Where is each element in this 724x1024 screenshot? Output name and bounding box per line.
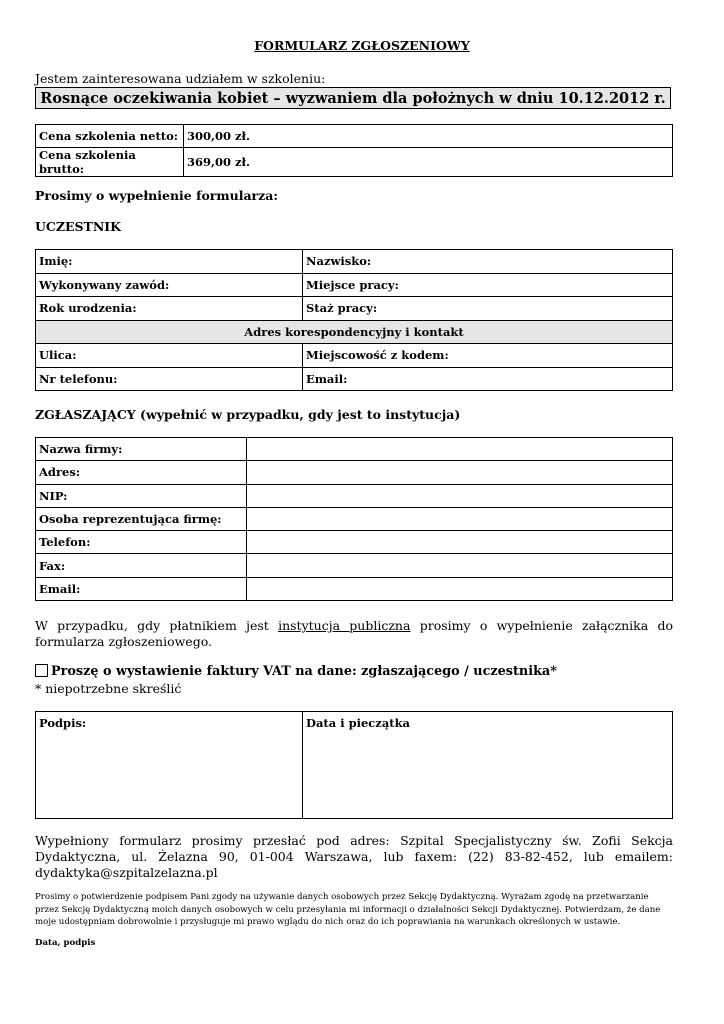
- invoice-label: Proszę o wystawienie faktury VAT na dane: zgłaszającego / uczestnika*: [51, 664, 557, 679]
- nip-input[interactable]: [247, 484, 673, 507]
- public-institution-link: instytucja publiczna: [278, 618, 411, 633]
- send-instructions: Wypełniony formularz prosimy przesłać pod adres: Szpital Specjalistyczny św. Zofii Sekcja Dydaktyczna, ul. Żelazna 90, 01-004 Warszawa, lub faxem: (22) 83-82-452, lub emailem: dydaktyka@szpitalzelazna.pl: [35, 833, 673, 880]
- form-request: Prosimy o wypełnienie formularza:: [35, 188, 278, 203]
- birth-year-field[interactable]: Rok urodzenia:: [36, 297, 303, 321]
- note-text-after: prosimy o wypełnienie załącznika do formularza zgłoszeniowego.: [35, 618, 674, 649]
- address-input[interactable]: [247, 461, 673, 484]
- representative-label: Osoba reprezentująca firmę:: [36, 507, 247, 530]
- invoice-footnote: * niepotrzebne skreślić: [35, 681, 182, 696]
- note-text-before: W przypadku, gdy płatnikiem jest: [35, 618, 279, 633]
- address-label: Adres:: [36, 461, 247, 484]
- signature-table: [35, 711, 673, 819]
- representative-input[interactable]: [247, 507, 673, 530]
- price-gross-label: Cena szkolenia brutto:: [36, 148, 184, 177]
- invoice-checkbox[interactable]: [35, 664, 48, 677]
- price-net-label: Cena szkolenia netto:: [36, 125, 184, 148]
- invoice-request: [35, 664, 557, 679]
- first-name-field[interactable]: Imię:: [36, 250, 303, 274]
- company-email-input[interactable]: [247, 577, 673, 600]
- address-section-header: Adres korespondencyjny i kontakt: [36, 320, 673, 344]
- page-title: FORMULARZ ZGŁOSZENIOWY: [254, 38, 470, 53]
- city-postcode-field[interactable]: Miejscowość z kodem:: [303, 344, 673, 368]
- date-signature-label: Data, podpis: [35, 938, 96, 948]
- price-table: [35, 124, 673, 177]
- company-name-label: Nazwa firmy:: [36, 438, 247, 461]
- company-phone-input[interactable]: [247, 531, 673, 554]
- participant-heading: UCZESTNIK: [35, 219, 121, 234]
- company-phone-label: Telefon:: [36, 531, 247, 554]
- price-net-value: 300,00 zł.: [184, 125, 673, 148]
- company-name-input[interactable]: [247, 438, 673, 461]
- date-stamp-field[interactable]: Data i pieczątka: [303, 712, 673, 819]
- nip-label: NIP:: [36, 484, 247, 507]
- fax-label: Fax:: [36, 554, 247, 577]
- phone-field[interactable]: Nr telefonu:: [36, 367, 303, 391]
- workplace-field[interactable]: Miejsce pracy:: [303, 273, 673, 297]
- course-title: Rosnące oczekiwania kobiet – wyzwaniem dla położnych w dniu 10.12.2012 r.: [35, 87, 671, 109]
- email-field[interactable]: Email:: [303, 367, 673, 391]
- applicant-heading: ZGŁASZAJĄCY (wypełnić w przypadku, gdy jest to instytucja): [35, 407, 461, 422]
- last-name-field[interactable]: Nazwisko:: [303, 250, 673, 274]
- applicant-table: [35, 437, 673, 601]
- participant-table: [35, 249, 673, 391]
- fax-input[interactable]: [247, 554, 673, 577]
- signature-field[interactable]: Podpis:: [36, 712, 303, 819]
- seniority-field[interactable]: Staż pracy:: [303, 297, 673, 321]
- consent-text: Prosimy o potwierdzenie podpisem Pani zgody na używanie danych osobowych przez Sekcję Dydaktyczną. Wyrażam zgodę na przetwarzanie przez Sekcję Dydaktyczną moich danych osobowych w celu przesyłania mi informacji o działalności Sekcji Dydaktycznej. Potwierdzam, że dane moje udostępniam dobrowolnie i przysługuje mi prawo wglądu do nich oraz do ich poprawiania na warunkach określonych w ustawie.: [35, 892, 661, 927]
- profession-field[interactable]: Wykonywany zawód:: [36, 273, 303, 297]
- company-email-label: Email:: [36, 577, 247, 600]
- intro-text: Jestem zainteresowana udziałem w szkoleniu:: [35, 71, 326, 86]
- price-gross-value: 369,00 zł.: [184, 148, 673, 177]
- street-field[interactable]: Ulica:: [36, 344, 303, 368]
- public-institution-note: [35, 618, 673, 650]
